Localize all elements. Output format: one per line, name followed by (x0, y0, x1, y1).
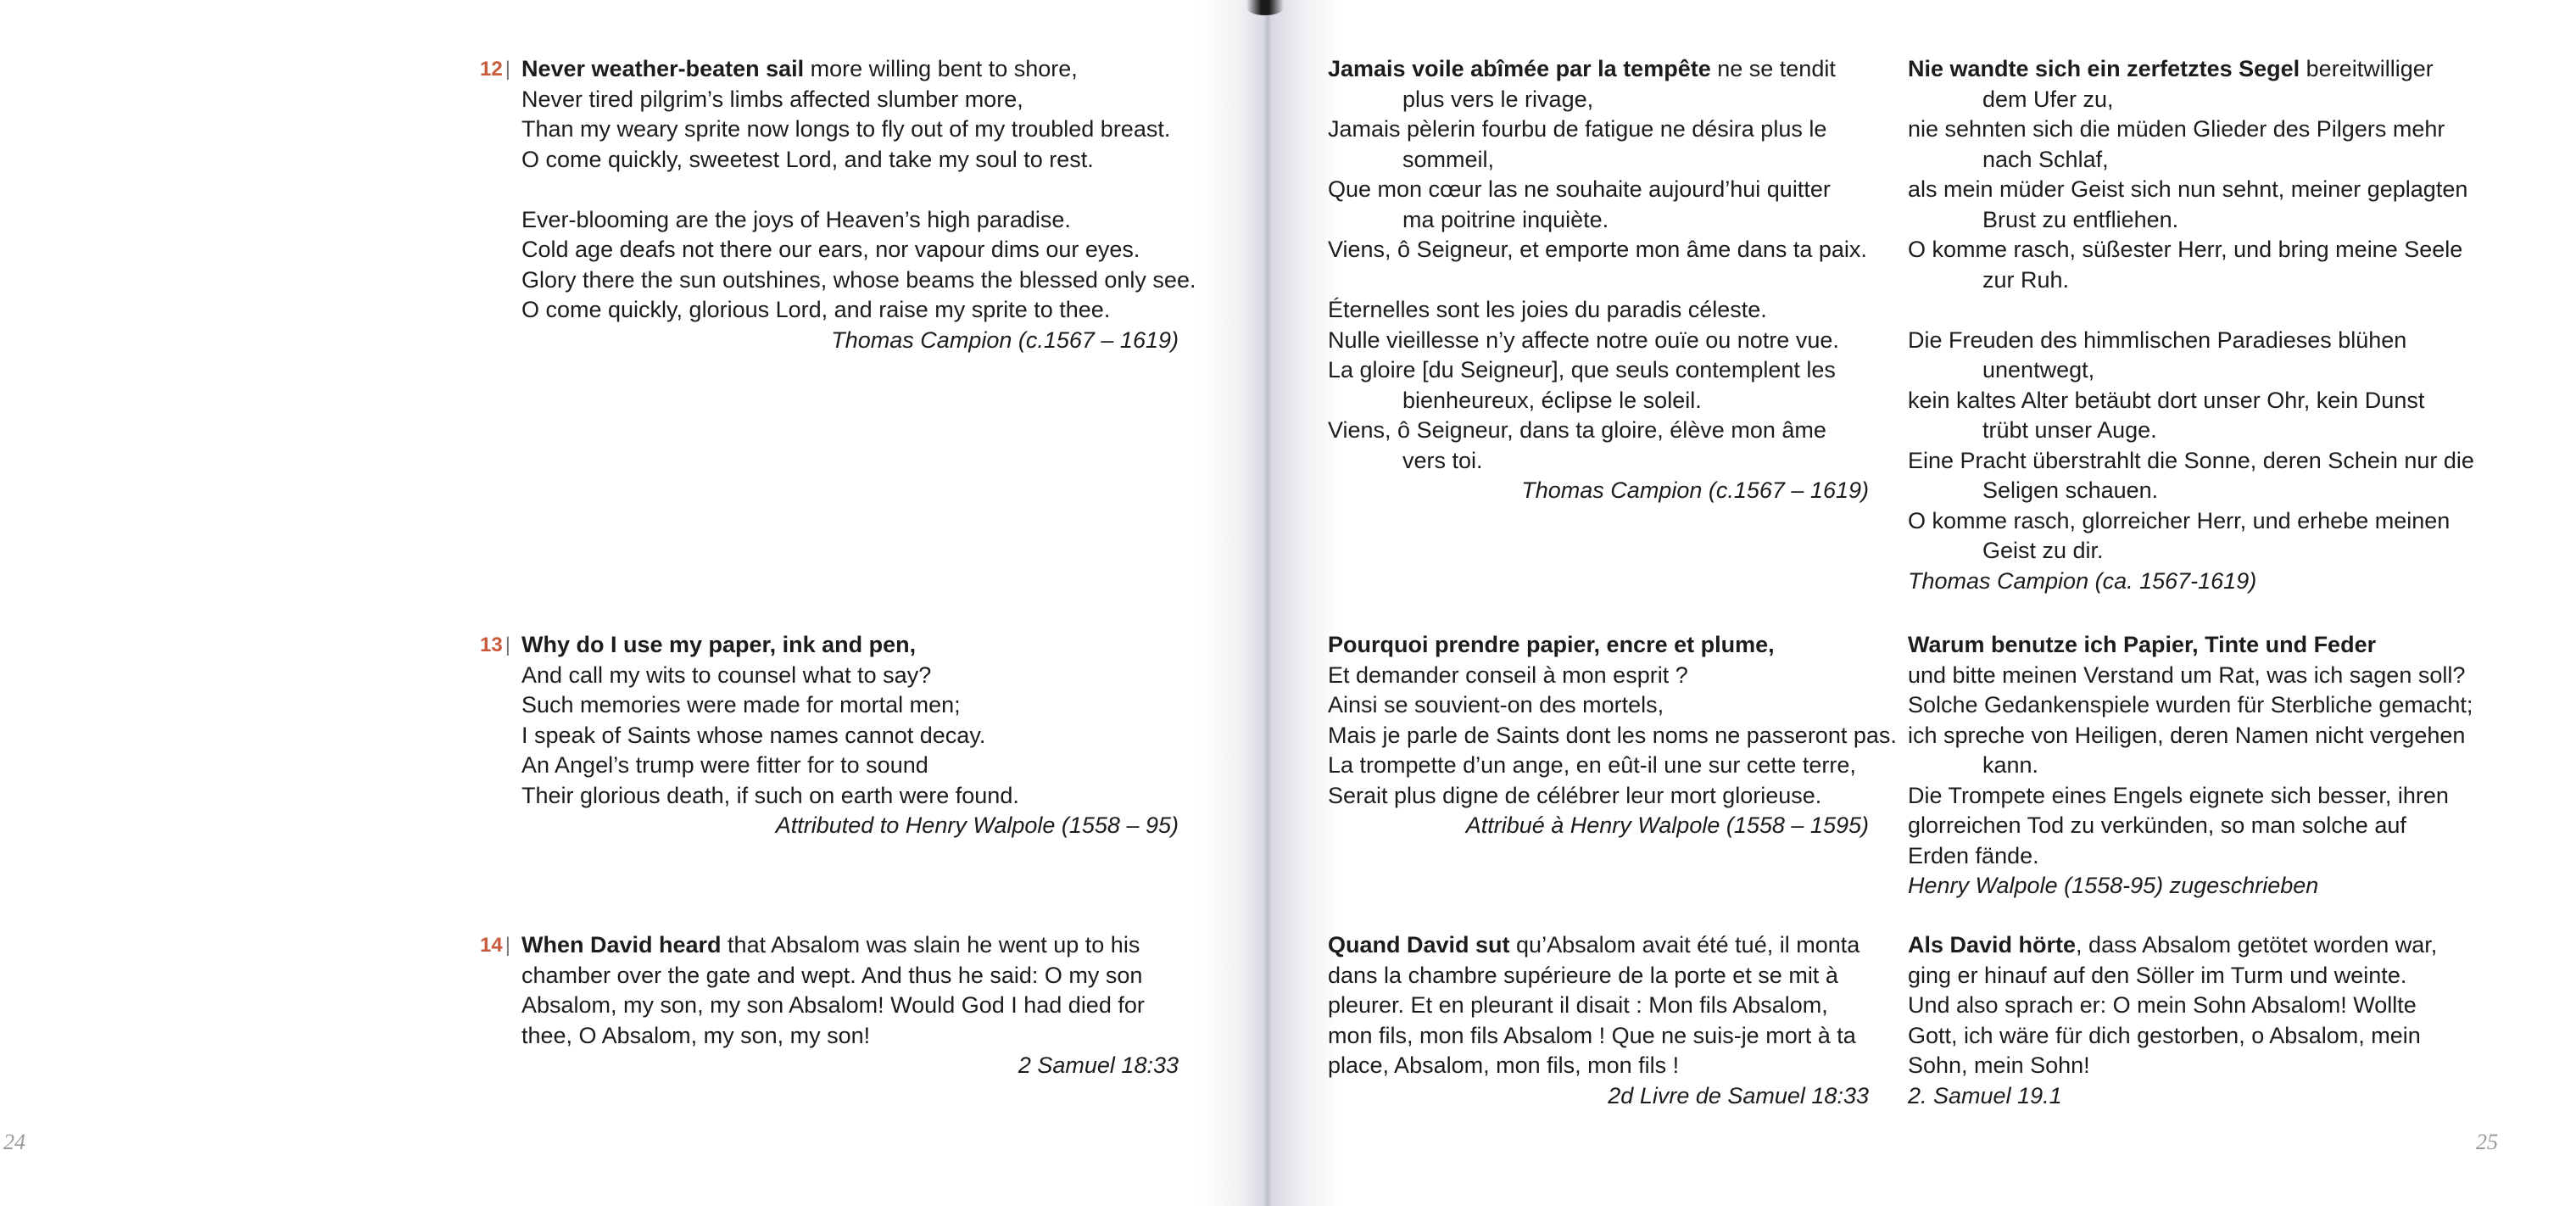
german-13-line: und bitte meinen Verstand um Rat, was ich sagen soll? (1908, 662, 2466, 688)
french-13-first-line: Pourquoi prendre papier, encre et plume, (1328, 632, 1775, 657)
german-14-line: Und also sprach er: O mein Sohn Absalom! Wollte (1908, 992, 2417, 1018)
german-12-line: trübt unser Auge. (1982, 417, 2157, 443)
german-14-first-line: Als David hörte, dass Absalom getötet worden war, (1908, 932, 2438, 958)
french-14-attribution: 2d Livre de Samuel 18:33 (1608, 1082, 1869, 1108)
french-12-line: La gloire [du Seigneur], que seuls contemplent les (1328, 357, 1836, 382)
english-12-line: Cold age deafs not there our ears, nor vapour dims our eyes. (521, 237, 1140, 262)
german-12-line: unentwegt, (1982, 357, 2095, 382)
section-number-12: 12 | (480, 58, 510, 81)
french-12-first-line: Jamais voile abîmée par la tempête ne se tendit (1328, 56, 1836, 81)
german-14-line: ging er hinauf auf den Söller im Turm und weinte. (1908, 962, 2407, 988)
french-14-line: dans la chambre supérieure de la porte et se mit à (1328, 962, 1838, 988)
french-14-first-line: Quand David sut qu’Absalom avait été tué, il monta (1328, 932, 1860, 958)
page-number-right: 25 (2476, 1130, 2498, 1154)
german-12-line: nie sehnten sich die müden Glieder des Pilgers mehr (1908, 116, 2445, 142)
french-poem-13 (1328, 630, 1897, 841)
french-12-attribution: Thomas Campion (c.1567 – 1619) (1521, 477, 1869, 503)
german-12-line: O komme rasch, glorreicher Herr, und erhebe meinen (1908, 507, 2451, 533)
english-12-line: O come quickly, sweetest Lord, and take my soul to rest. (521, 146, 1094, 172)
english-12-line: Ever-blooming are the joys of Heaven’s high paradise. (521, 206, 1071, 232)
german-13-line: glorreichen Tod zu verkünden, so man solche auf (1908, 812, 2406, 838)
english-14-line: Absalom, my son, my son Absalom! Would God I had died for (521, 992, 1145, 1018)
english-13-line: An Angel’s trump were fitter for to sound (521, 752, 928, 778)
french-13-attribution: Attribué à Henry Walpole (1558 – 1595) (1465, 812, 1869, 838)
french-13-line: Serait plus digne de célébrer leur mort glorieuse. (1328, 782, 1822, 808)
english-13-line: Their glorious death, if such on earth were found. (521, 782, 1019, 808)
english-12-line: Than my weary sprite now longs to fly out of my troubled breast. (521, 116, 1171, 142)
french-14-line: place, Absalom, mon fils, mon fils ! (1328, 1052, 1680, 1078)
english-14-line: chamber over the gate and wept. And thus he said: O my son (521, 962, 1143, 988)
french-12-line: ma poitrine inquiète. (1402, 206, 1609, 232)
german-14-line: Sohn, mein Sohn! (1908, 1052, 2090, 1078)
german-12-line: kein kaltes Alter betäubt dort unser Ohr, kein Dunst (1908, 387, 2425, 413)
french-12-line: Jamais pèlerin fourbu de fatigue ne désira plus le (1328, 116, 1827, 142)
english-12-line: O come quickly, glorious Lord, and raise my sprite to thee. (521, 297, 1111, 322)
german-12-line: nach Schlaf, (1982, 146, 2109, 172)
german-14-line: Gott, ich wäre für dich gestorben, o Absalom, mein (1908, 1022, 2421, 1048)
section-number-13: 13 | (480, 634, 510, 656)
english-poem-12 (521, 54, 1196, 355)
french-12-line: Nulle vieillesse n’y affecte notre ouïe ou notre vue. (1328, 327, 1839, 353)
german-12-line: Die Freuden des himmlischen Paradieses blühen (1908, 327, 2407, 353)
english-poem-13 (521, 630, 1179, 841)
german-13-line: ich spreche von Heiligen, deren Namen nicht vergehen (1908, 722, 2466, 748)
english-13-first-line: Why do I use my paper, ink and pen, (521, 632, 917, 657)
english-12-first-line: Never weather-beaten sail more willing bent to shore, (521, 56, 1078, 81)
german-12-first-line: Nie wandte sich ein zerfetztes Segel bereitwilliger (1908, 56, 2434, 81)
french-12-line: Viens, ô Seigneur, et emporte mon âme dans ta paix. (1328, 237, 1867, 262)
french-12-line: bienheureux, éclipse le soleil. (1402, 387, 1702, 413)
english-12-line: Never tired pilgrim’s limbs affected slumber more, (521, 86, 1023, 112)
german-13-line: Die Trompete eines Engels eignete sich besser, ihren (1908, 782, 2449, 808)
french-14-line: mon fils, mon fils Absalom ! Que ne suis-je mort à ta (1328, 1022, 1856, 1048)
german-12-line: Brust zu entfliehen. (1982, 206, 2179, 232)
english-12-line: Glory there the sun outshines, whose beams the blessed only see. (521, 266, 1196, 293)
german-14-attribution: 2. Samuel 19.1 (1908, 1082, 2062, 1108)
german-12-line: zur Ruh. (1982, 266, 2070, 293)
french-13-line: Ainsi se souvient-on des mortels, (1328, 692, 1664, 717)
french-13-line: Mais je parle de Saints dont les noms ne passeront pas. (1328, 722, 1897, 748)
english-14-attribution: 2 Samuel 18:33 (1018, 1052, 1179, 1078)
english-13-line: And call my wits to counsel what to say? (521, 662, 932, 688)
french-12-line: Viens, ô Seigneur, dans ta gloire, élève mon âme (1328, 417, 1826, 443)
binding-shadow (1246, 0, 1284, 15)
page-number-left: 24 (3, 1130, 25, 1154)
french-12-line: Que mon cœur las ne souhaite aujourd’hui quitter (1328, 176, 1831, 202)
english-text-14 (521, 930, 1179, 1081)
english-13-attribution: Attributed to Henry Walpole (1558 – 95) (775, 812, 1179, 838)
german-text-14 (1908, 930, 2467, 1111)
german-13-line: kann. (1982, 752, 2039, 778)
german-12-line: Seligen schauen. (1982, 477, 2159, 503)
german-13-line: Erden fände. (1908, 842, 2039, 868)
german-13-attribution: Henry Walpole (1558-95) zugeschrieben (1908, 873, 2319, 898)
german-13-first-line: Warum benutze ich Papier, Tinte und Feder (1908, 632, 2377, 657)
french-13-line: Et demander conseil à mon esprit ? (1328, 662, 1688, 688)
french-12-line: Éternelles sont les joies du paradis céleste. (1328, 297, 1767, 322)
german-12-line: dem Ufer zu, (1982, 86, 2114, 112)
french-text-14 (1328, 930, 1869, 1111)
french-12-line: plus vers le rivage, (1402, 86, 1594, 112)
german-12-line: als mein müder Geist sich nun sehnt, meiner geplagten (1908, 176, 2468, 202)
english-13-line: Such memories were made for mortal men; (521, 692, 961, 717)
german-poem-13 (1908, 630, 2473, 902)
book-gutter (1196, 0, 1340, 1206)
french-poem-12 (1328, 54, 1869, 506)
english-14-line: thee, O Absalom, my son, my son! (521, 1022, 871, 1048)
french-12-line: vers toi. (1402, 447, 1483, 473)
french-12-line: sommeil, (1402, 146, 1495, 172)
french-14-line: pleurer. Et en pleurant il disait : Mon fils Absalom, (1328, 992, 1828, 1018)
english-13-line: I speak of Saints whose names cannot decay. (521, 722, 986, 748)
german-poem-12 (1908, 54, 2474, 596)
german-12-line: Eine Pracht überstrahlt die Sonne, deren Schein nur die (1908, 447, 2474, 473)
french-13-line: La trompette d’un ange, en eût-il une sur cette terre, (1328, 752, 1856, 778)
german-12-line: Geist zu dir. (1982, 538, 2104, 563)
section-number-14: 14 | (480, 934, 510, 957)
german-13-line: Solche Gedankenspiele wurden für Sterbliche gemacht; (1908, 692, 2473, 717)
german-12-attribution: Thomas Campion (ca. 1567-1619) (1908, 567, 2257, 594)
german-12-line: O komme rasch, süßester Herr, und bring meine Seele (1908, 237, 2463, 262)
english-14-first-line: When David heard that Absalom was slain he went up to his (521, 932, 1140, 958)
english-12-attribution: Thomas Campion (c.1567 – 1619) (831, 327, 1179, 353)
